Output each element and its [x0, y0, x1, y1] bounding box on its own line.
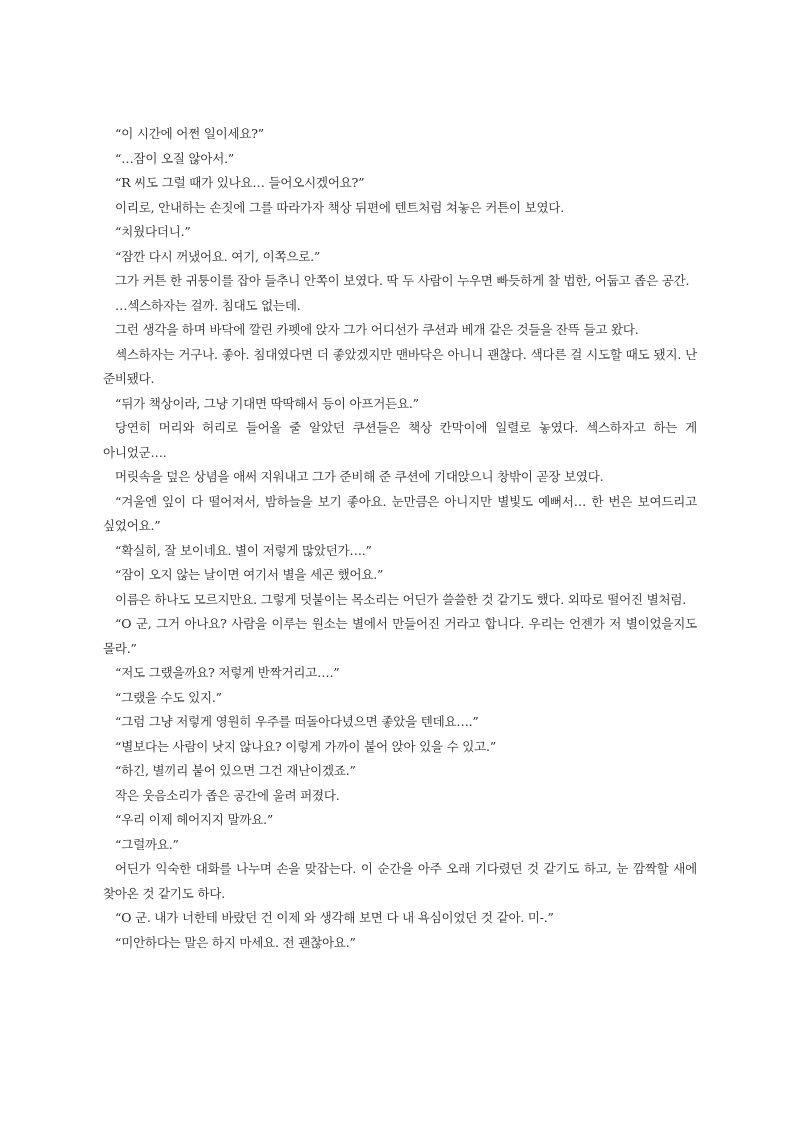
paragraph: 작은 웃음소리가 좁은 공간에 울려 퍼졌다.	[115, 787, 340, 803]
paragraph: “R 씨도 그럴 때가 있나요… 들어오시겠어요?”	[115, 175, 365, 190]
paragraph: “O 군. 내가 너한테 바랐던 건 이제 와 생각해 보면 다 내 욕심이었던 것 같아. 미-.”	[115, 910, 554, 925]
paragraph: “그럴까요.”	[115, 836, 179, 852]
paragraph: “이 시간에 어쩐 일이세요?”	[115, 126, 264, 141]
paragraph: 그런 생각을 하며 바닥에 깔린 카펫에 앉자 그가 어디선가 쿠션과 베개 같은 것들을 잔뜩 들고 왔다.	[115, 322, 639, 337]
paragraph: “잠깐 다시 꺼냈어요. 여기, 이쪽으로.”	[115, 248, 321, 264]
paragraph: “그럼 그냥 저렇게 영원히 우주를 떠돌아다녔으면 좋았을 텐데요….”	[115, 714, 479, 729]
paragraph: “별보다는 사람이 낫지 않나요? 이렇게 가까이 붙어 앉아 있을 수 있고.”	[115, 738, 497, 754]
paragraph: “잠이 오지 않는 날이면 여기서 별을 세곤 했어요.”	[115, 567, 384, 582]
paragraph: 섹스하자는 거구나. 좋아. 침대였다면 더 좋았겠지만 맨바닥은 아니니 괜찮다. 색다른 걸 시도할 때도 됐지. 난 준비됐다.	[103, 346, 697, 386]
paragraph: “미안하다는 말은 하지 마세요. 전 괜찮아요.”	[115, 934, 356, 950]
paragraph: “하긴, 별끼리 붙어 있으면 그건 재난이겠죠.”	[115, 763, 356, 778]
paragraph: “우리 이제 헤어지지 말까요.”	[115, 812, 274, 827]
paragraph: “그랬을 수도 있지.”	[115, 689, 222, 705]
paragraph: 이리로, 안내하는 손짓에 그를 따라가자 책상 뒤편에 텐트처럼 쳐놓은 커튼이 보였다.	[115, 199, 565, 215]
paragraph: “…잠이 오질 않아서.”	[115, 150, 235, 166]
paragraph: 그가 커튼 한 귀퉁이를 잡아 들추니 안쪽이 보였다. 딱 두 사람이 누우면 빠듯하게 찰 법한, 어둡고 좁은 공간.	[115, 273, 690, 288]
paragraph: “확실히, 잘 보이네요. 별이 저렇게 많았던가….”	[115, 542, 372, 558]
paragraph: 머릿속을 덮은 상념을 애써 지워내고 그가 준비해 준 쿠션에 기대앉으니 창밖이 곧장 보였다.	[115, 469, 604, 484]
paragraph: 당연히 머리와 허리로 들어올 줄 알았던 쿠션들은 책상 칸막이에 일렬로 놓였다. 섹스하자고 하는 게 아니었군….	[103, 420, 697, 460]
paragraph: …섹스하자는 걸까. 침대도 없는데.	[115, 297, 301, 313]
document-page	[103, 122, 697, 955]
paragraph: “치웠다더니.”	[115, 224, 191, 239]
paragraph: 어딘가 익숙한 대화를 나누며 손을 맞잡는다. 이 순간을 아주 오래 기다렸던 것 같기도 하고, 눈 깜짝할 새에 찾아온 것 같기도 하다.	[103, 861, 697, 901]
paragraph: “뒤가 책상이라, 그냥 기대면 딱딱해서 등이 아프거든요.”	[115, 395, 419, 411]
paragraph: “저도 그랬을까요? 저렇게 반짝거리고….”	[115, 665, 340, 680]
paragraph: “O 군, 그거 아나요? 사람을 이루는 원소는 별에서 만들어진 거라고 합니다. 우리는 언젠가 저 별이었을지도 몰라.”	[103, 616, 697, 656]
paragraph: 이름은 하나도 모르지만요. 그렇게 덧붙이는 목소리는 어딘가 쓸쓸한 것 같기도 했다. 외따로 떨어진 별처럼.	[115, 591, 687, 607]
paragraph: “겨울엔 잎이 다 떨어져서, 밤하늘을 보기 좋아요. 눈만큼은 아니지만 별빛도 예뻐서… 한 번은 보여드리고 싶었어요.”	[103, 493, 697, 533]
